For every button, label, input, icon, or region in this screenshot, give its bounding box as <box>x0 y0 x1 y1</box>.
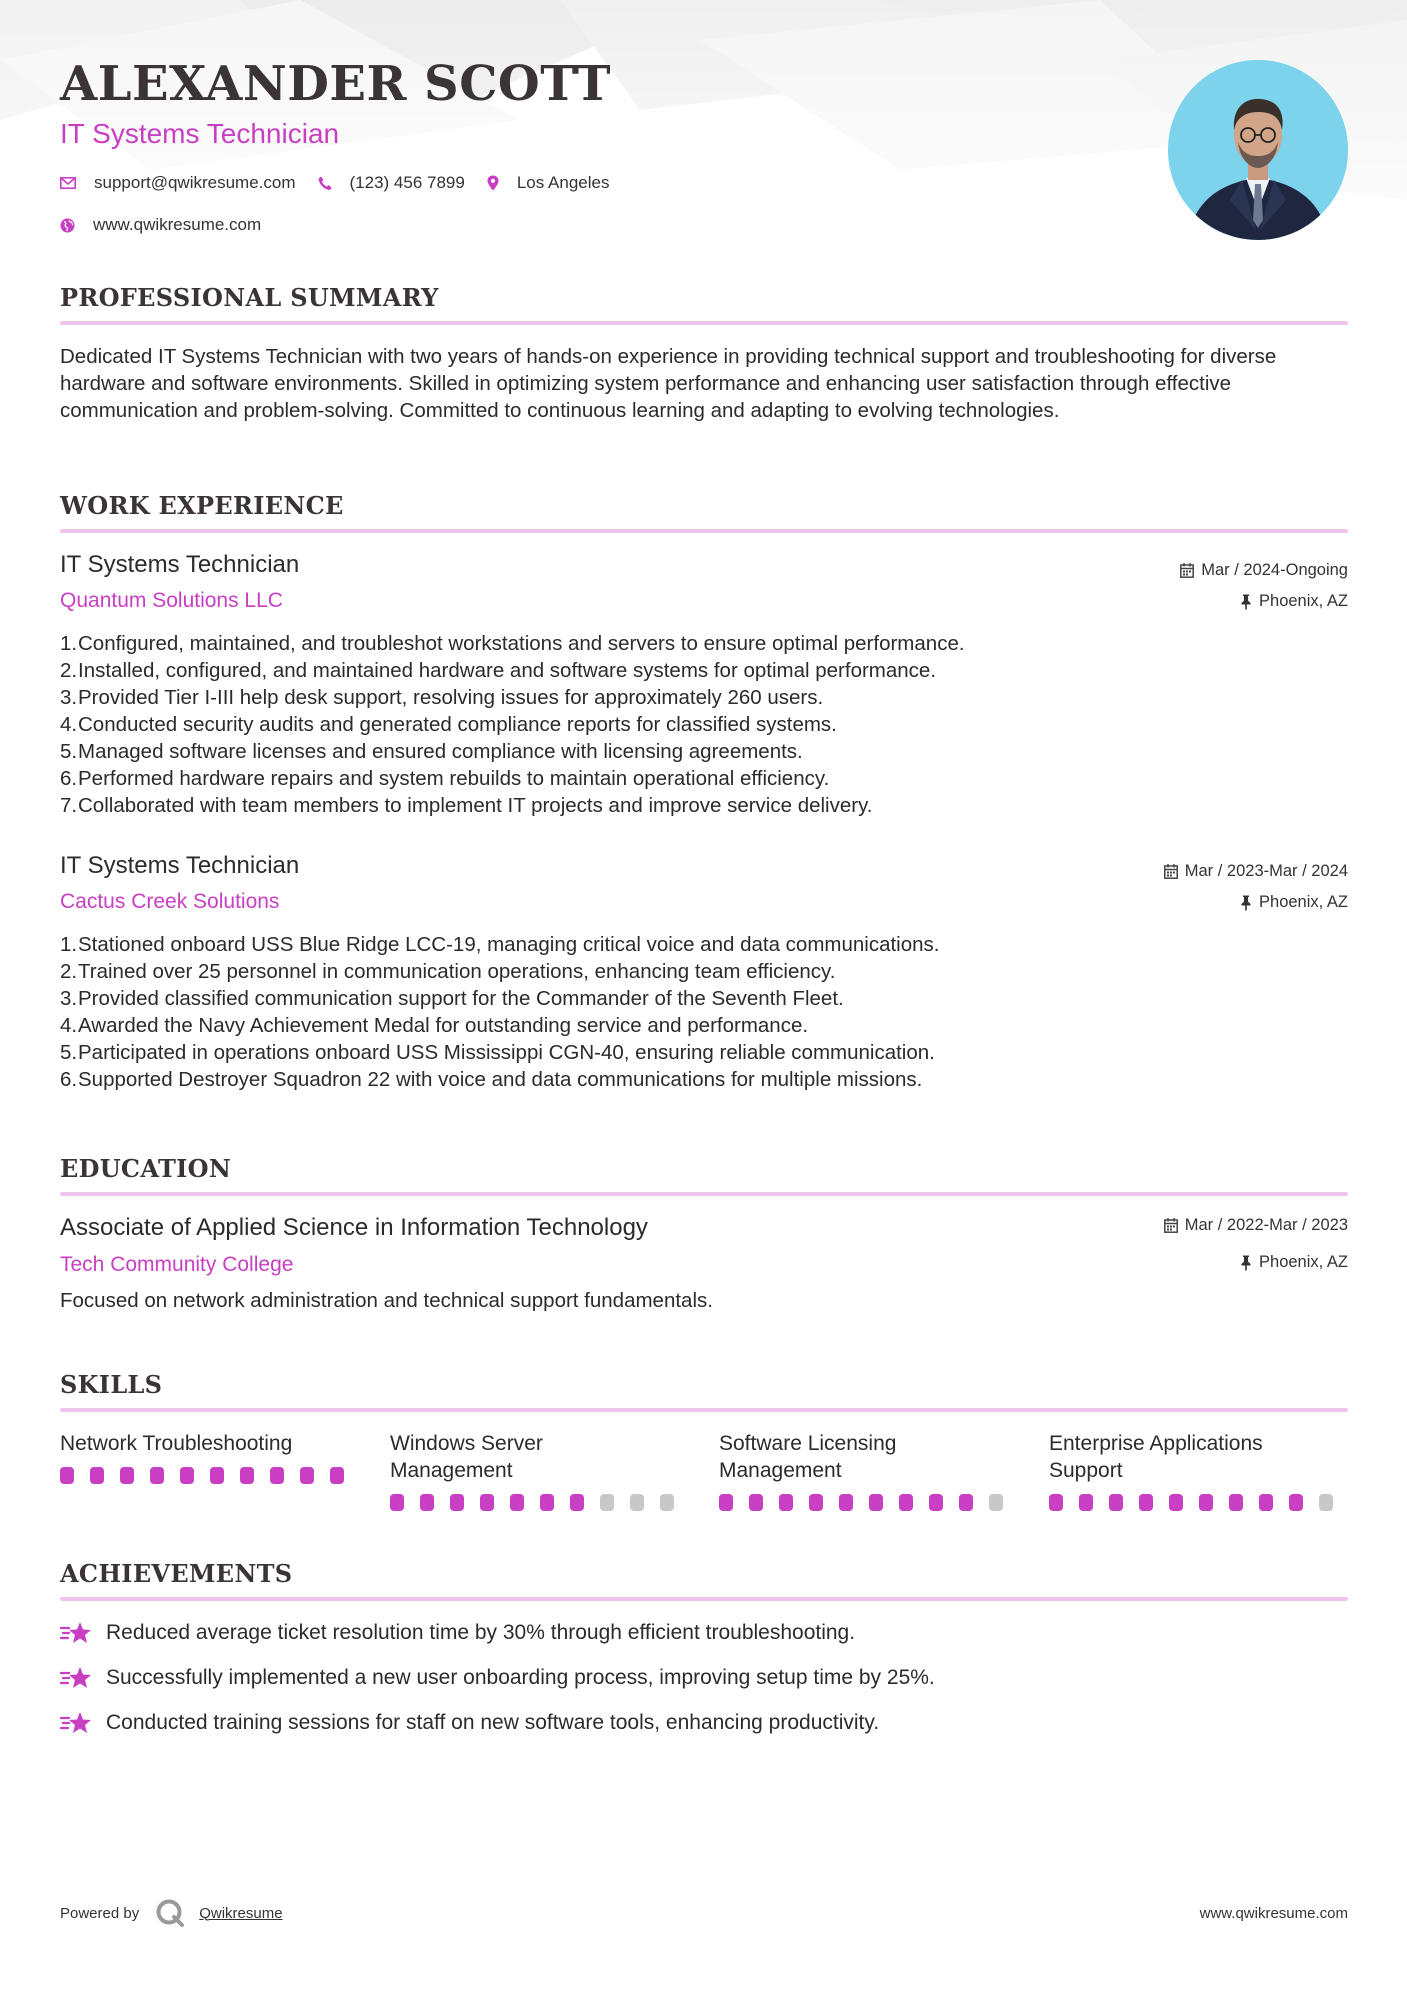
skill-dot-filled <box>1169 1494 1183 1511</box>
skill-name: Software Licensing <box>719 1432 897 1455</box>
list-item: 3. Provided classified communication support for the Commander of the Seventh Fleet. <box>60 987 844 1010</box>
skill-dot-filled <box>450 1494 464 1511</box>
summary-heading: PROFESSIONAL SUMMARY <box>60 283 439 312</box>
skill-dot-filled <box>1049 1494 1063 1511</box>
list-item: 2. Trained over 25 personnel in communication operations, enhancing team efficiency. <box>60 960 836 983</box>
calendar-icon <box>1164 1218 1178 1233</box>
skill-level <box>719 1494 1019 1511</box>
education-description: Focused on network administration and technical support fundamentals. <box>60 1289 713 1312</box>
skill-dot-filled <box>1199 1494 1213 1511</box>
footer-website[interactable]: www.qwikresume.com <box>1199 1905 1348 1922</box>
education-location <box>1240 1253 1348 1272</box>
section-divider <box>60 1597 1348 1601</box>
skill-level <box>390 1494 690 1511</box>
candidate-name: ALEXANDER SCOTT <box>60 56 611 112</box>
skill-dot-filled <box>809 1494 823 1511</box>
job-dates <box>1164 862 1348 881</box>
education-dates-text: Mar / 2022-Mar / 2023 <box>1184 1216 1348 1234</box>
list-item: 1. Stationed onboard USS Blue Ridge LCC-19, managing critical voice and data communications. <box>60 933 940 956</box>
skill-item <box>60 1430 360 1484</box>
skill-item <box>719 1430 1019 1511</box>
job-bullets <box>60 931 1350 1093</box>
skill-dot-filled <box>390 1494 404 1511</box>
footer-powered-by <box>60 1898 283 1928</box>
achievement-item <box>60 1620 855 1646</box>
job-role: IT Systems Technician <box>60 551 300 578</box>
skill-level <box>60 1467 360 1484</box>
contact-email[interactable] <box>60 173 296 193</box>
skill-name-line2: Management <box>719 1459 842 1482</box>
skill-name: Network Troubleshooting <box>60 1432 293 1455</box>
skill-dot-empty <box>660 1494 674 1511</box>
calendar-icon <box>1164 864 1178 879</box>
contact-row-website <box>60 215 283 235</box>
skill-dot-filled <box>779 1494 793 1511</box>
job-dates <box>1180 561 1348 580</box>
skill-dot-filled <box>510 1494 524 1511</box>
skill-dot-filled <box>1079 1494 1093 1511</box>
contact-row <box>60 173 631 193</box>
skill-dot-filled <box>420 1494 434 1511</box>
powered-by-label: Powered by <box>60 1904 140 1922</box>
skill-dot-filled <box>570 1494 584 1511</box>
job-company: Quantum Solutions LLC <box>60 589 283 612</box>
skill-dot-filled <box>150 1467 164 1484</box>
list-item: 2. Installed, configured, and maintained hardware and software systems for optimal performance. <box>60 659 937 682</box>
website-text: www.qwikresume.com <box>93 215 262 234</box>
skill-dot-filled <box>90 1467 104 1484</box>
skill-dot-filled <box>1229 1494 1243 1511</box>
achievement-text: Conducted training sessions for staff on new software tools, enhancing productivity. <box>106 1711 880 1734</box>
section-divider <box>60 1192 1348 1196</box>
list-item: 4. Awarded the Navy Achievement Medal for outstanding service and performance. <box>60 1014 809 1037</box>
achievement-text: Reduced average ticket resolution time by 30% through efficient troubleshooting. <box>106 1621 856 1644</box>
contact-phone[interactable] <box>318 173 465 193</box>
star-achievement-icon <box>60 1665 92 1691</box>
star-achievement-icon <box>60 1620 92 1646</box>
list-item: 6. Supported Destroyer Squadron 22 with voice and data communications for multiple missions. <box>60 1068 923 1091</box>
skill-name-line2: Support <box>1049 1459 1123 1482</box>
job-bullets <box>60 630 1350 819</box>
skill-name: Enterprise Applications <box>1049 1432 1263 1455</box>
profile-photo <box>1168 60 1348 240</box>
envelope-icon <box>60 177 76 189</box>
phone-text: (123) 456 7899 <box>349 173 465 192</box>
skill-dot-filled <box>719 1494 733 1511</box>
skill-dot-filled <box>540 1494 554 1511</box>
job-dates-text: Mar / 2024-Ongoing <box>1201 561 1348 579</box>
experience-heading: WORK EXPERIENCE <box>60 491 344 520</box>
education-heading: EDUCATION <box>60 1154 232 1183</box>
contact-location <box>487 173 610 193</box>
contact-website[interactable] <box>60 215 261 235</box>
achievement-item <box>60 1710 879 1736</box>
summary-text: Dedicated IT Systems Technician with two years of hands-on experience in providing technical support and troubleshooting for diverse hardware and software environments. Skilled in optimizing system performance and enhancing user satisfaction through effective communication and problem-solving. Committed to continuous learning and adapting to evolving technologies. <box>60 345 1277 422</box>
skill-dot-empty <box>1319 1494 1333 1511</box>
calendar-icon <box>1180 563 1194 578</box>
skill-dot-filled <box>1109 1494 1123 1511</box>
skill-name-line2: Management <box>390 1459 513 1482</box>
job-company: Cactus Creek Solutions <box>60 890 280 913</box>
education-degree: Associate of Applied Science in Information Technology <box>60 1214 648 1241</box>
skill-dot-filled <box>300 1467 314 1484</box>
education-school: Tech Community College <box>60 1253 294 1276</box>
skill-dot-filled <box>1259 1494 1273 1511</box>
skill-dot-filled <box>929 1494 943 1511</box>
education-dates <box>1164 1216 1348 1235</box>
location-text: Los Angeles <box>516 173 610 192</box>
skill-dot-filled <box>959 1494 973 1511</box>
list-item: 1. Configured, maintained, and troubleshot workstations and servers to ensure optimal performance. <box>60 632 965 655</box>
skill-dot-filled <box>899 1494 913 1511</box>
job-location <box>1240 592 1348 611</box>
job-location-text: Phoenix, AZ <box>1259 592 1348 610</box>
skill-item <box>390 1430 690 1511</box>
skill-level <box>1049 1494 1349 1511</box>
skill-dot-filled <box>480 1494 494 1511</box>
qwikresume-link[interactable]: Qwikresume <box>199 1904 283 1922</box>
job-role: IT Systems Technician <box>60 852 300 879</box>
list-item: 5. Managed software licenses and ensured compliance with licensing agreements. <box>60 740 803 763</box>
skill-dot-empty <box>989 1494 1003 1511</box>
list-item: 7. Collaborated with team members to implement IT projects and improve service delivery. <box>60 794 873 817</box>
list-item: 3. Provided Tier I-III help desk support, resolving issues for approximately 260 users. <box>60 686 824 709</box>
globe-icon <box>60 218 75 233</box>
star-achievement-icon <box>60 1710 92 1736</box>
list-item: 4. Conducted security audits and generated compliance reports for classified systems. <box>60 713 837 736</box>
skill-dot-filled <box>180 1467 194 1484</box>
skill-dot-filled <box>749 1494 763 1511</box>
skill-dot-filled <box>270 1467 284 1484</box>
list-item: 5. Participated in operations onboard USS Mississippi CGN-40, ensuring reliable communication. <box>60 1041 935 1064</box>
skill-dot-filled <box>869 1494 883 1511</box>
phone-icon <box>318 176 332 191</box>
map-pin-icon <box>487 175 499 191</box>
skills-heading: SKILLS <box>60 1370 163 1399</box>
achievement-item <box>60 1665 935 1691</box>
skill-dot-filled <box>240 1467 254 1484</box>
skill-dot-filled <box>60 1467 74 1484</box>
skill-dot-empty <box>600 1494 614 1511</box>
skill-dot-filled <box>330 1467 344 1484</box>
section-divider <box>60 529 1348 533</box>
pushpin-icon <box>1240 1255 1252 1271</box>
skill-dot-filled <box>210 1467 224 1484</box>
skill-dot-filled <box>1139 1494 1153 1511</box>
candidate-title: IT Systems Technician <box>60 118 340 149</box>
pushpin-icon <box>1240 895 1252 911</box>
skill-dot-empty <box>630 1494 644 1511</box>
education-location-text: Phoenix, AZ <box>1259 1253 1348 1271</box>
section-divider <box>60 1408 1348 1412</box>
list-item: 6. Performed hardware repairs and system rebuilds to maintain operational efficiency. <box>60 767 830 790</box>
job-location-text: Phoenix, AZ <box>1259 893 1348 911</box>
skill-dot-filled <box>1289 1494 1303 1511</box>
job-dates-text: Mar / 2023-Mar / 2024 <box>1184 862 1348 880</box>
job-location <box>1240 893 1348 912</box>
achievements-heading: ACHIEVEMENTS <box>60 1559 293 1588</box>
skill-dot-filled <box>839 1494 853 1511</box>
skill-item <box>1049 1430 1349 1511</box>
section-divider <box>60 321 1348 325</box>
qwikresume-logo-icon <box>155 1898 185 1928</box>
achievement-text: Successfully implemented a new user onboarding process, improving setup time by 25%. <box>106 1666 935 1689</box>
pushpin-icon <box>1240 594 1252 610</box>
email-text: support@qwikresume.com <box>94 173 296 192</box>
skill-dot-filled <box>120 1467 134 1484</box>
skill-name: Windows Server <box>390 1432 543 1455</box>
